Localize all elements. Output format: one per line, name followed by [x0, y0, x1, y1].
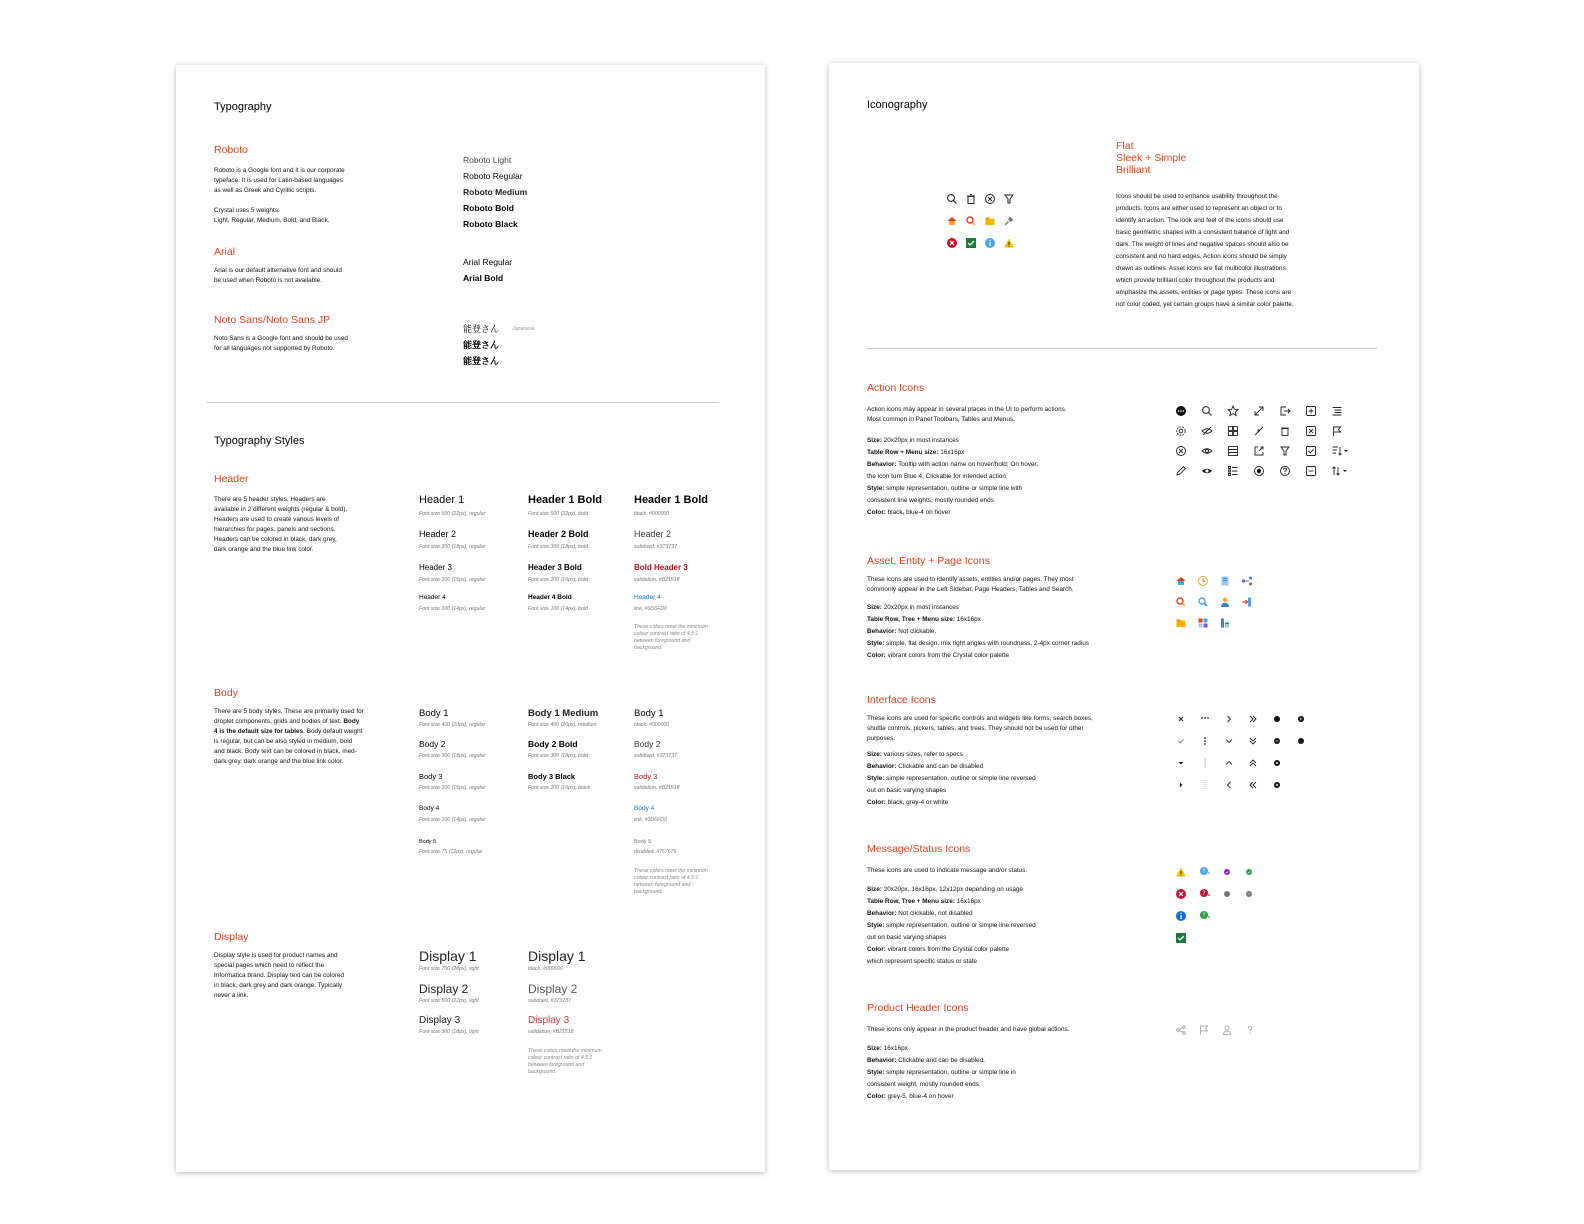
warning-icon: [1175, 866, 1187, 878]
spec-header-4: Font size 100 (14px), regular: [419, 606, 486, 612]
status-icons-specs: Size: 20x20px, 16x16px, 12x12px depending on usage Table Row, Tree + Menu size: 16x16px Behavior: Not clickable, not disabled Style: simple representation, outline or simple line reversed out on basic varying shapes Color: vibrant colors from the Crystal color palette which represent specific status or state: [867, 886, 1036, 965]
color-spec-body-3: validation, #B21518: [634, 785, 680, 791]
success-purple-icon: [1221, 866, 1233, 878]
user-asset-icon: [1219, 596, 1231, 608]
sample-body-1: Body 1: [419, 708, 449, 719]
iconography-page: [829, 63, 1419, 1170]
product-header-icons-intro: These icons only appear in the product header and have global actions.: [867, 1026, 1070, 1033]
explore-asset-icon: [1197, 596, 1209, 608]
edit-icon[interactable]: [1175, 465, 1187, 477]
asset-icons-specs: Size: 20x20px in most instances Table Row, Tree + Menu size: 16x16px Behavior: Not clickable. Style: simple, flat design, mix right angles with roundness, 2-4px corner radius Color: vibrant colors from the Crystal color palette: [867, 604, 1090, 659]
spec-body-2: Font size 300 (18px), regular: [419, 753, 486, 759]
double-chevron-down-icon[interactable]: [1247, 735, 1259, 747]
sample-display-2: Display 2: [419, 982, 469, 996]
lineage-asset-icon: [1241, 575, 1253, 587]
sample-header-1-bold: Header 1 Bold: [528, 494, 602, 506]
font-arial-title: Arial: [214, 246, 236, 258]
delete-icon: [965, 193, 977, 205]
color-body-5: Body 5: [634, 839, 652, 845]
spec-body-1: Font size 400 (20px), regular: [419, 722, 486, 728]
flag-icon[interactable]: [1331, 425, 1343, 437]
table-icon[interactable]: [1227, 445, 1239, 457]
divider: [867, 348, 1377, 349]
sample-header-1: Header 1: [419, 494, 465, 506]
spec-header-2: Font size 300 (18px), regular: [419, 544, 486, 550]
noto-note: Japanese: [512, 326, 535, 332]
settings-icon[interactable]: [1175, 425, 1187, 437]
recent-asset-icon: [1197, 575, 1209, 587]
double-chevron-up-icon[interactable]: [1247, 757, 1259, 769]
view-icon[interactable]: [1201, 445, 1213, 457]
sample-body-3-black: Body 3 Black: [528, 772, 576, 781]
add-box-icon[interactable]: [1305, 405, 1317, 417]
color-spec-header-4: link, #0D6FD0: [634, 606, 667, 612]
share-icon[interactable]: [1175, 1024, 1187, 1036]
success-green-icon: [1243, 866, 1255, 878]
info-small-icon: [1271, 713, 1283, 725]
body-section-desc: There are 5 body styles. These are primarily used for droplet components, grids and bodies of text. Body 4 is the default size for tables. Body default weight is regular, but can be also styled in medium, bold and black. Body text can be colored in black, med-dark grey, dark orange and the blue link color.: [214, 708, 364, 765]
spec-body-3-black: Font size 200 (16px), black: [528, 785, 591, 791]
spec-header-1: Font size 500 (22px), regular: [419, 511, 486, 517]
interface-icons-title: Interface Icons: [867, 694, 936, 706]
document-asset-icon: [1219, 575, 1231, 587]
header-section-desc: There are 5 header styles. Headers are available in 2 different weights (regular & bold). Headers are used to create various levels of hierarchies for pages, panels and sections. Headers can be colored in black, dark grey, dark orange and the blue link color.: [214, 496, 348, 553]
color-header-4: Header 4: [634, 594, 661, 601]
font-noto-title: Noto Sans/Noto Sans JP: [214, 314, 331, 326]
spec-body-2-bold: Font size 300 (18px), bold: [528, 753, 588, 759]
close-circle-icon: [984, 193, 996, 205]
spec-header-1-bold: Font size 500 (22px), bold: [528, 511, 588, 517]
spec-header-2-bold: Font size 300 (18px), bold: [528, 544, 588, 550]
trash-icon[interactable]: [1279, 425, 1291, 437]
color-body-1: Body 1: [634, 708, 664, 719]
more-icon[interactable]: [1175, 405, 1187, 417]
color-spec-header-1: black, #000000: [634, 511, 670, 517]
divider: [207, 402, 718, 403]
info-icon: [1175, 910, 1187, 922]
iconography-desc: Icons should be used to enhance usability throughout the products. Icons are either used to represent an object or to identify an action. The look and feel of the icons should use basic geometric shapes with a consistent balance of light and dark. The weight of lines and negative spaces should also be consistent and no hard edges. Action icons should be simply drawn as outlines. Asset icons are flat multicolor illustrations which provide brilliant color throughout the products and emphasize the assets, entities or page types. These icons are not color coded, yet certain groups have a similar color palette.: [1116, 193, 1294, 308]
info-grey-icon: [1221, 888, 1233, 900]
star-icon[interactable]: [1227, 405, 1239, 417]
close-box-icon[interactable]: [1305, 425, 1317, 437]
warning-status-icon: [1003, 237, 1015, 249]
sample-header-2: Header 2: [419, 529, 457, 539]
info-status-icon: [984, 237, 996, 249]
vertical-ellipsis-icon[interactable]: [1199, 735, 1211, 747]
sample-body-3: Body 3: [419, 772, 443, 781]
svg-text:?: ?: [1202, 912, 1206, 919]
filter-icon: [1003, 193, 1015, 205]
color-body-3: Body 3: [634, 772, 658, 781]
iconography-title: Iconography: [867, 99, 928, 111]
expand-icon[interactable]: [1253, 405, 1265, 417]
typography-page: [176, 65, 765, 1172]
close-icon[interactable]: [1175, 713, 1187, 725]
status-icons-intro: These icons are used to indicate message and/or status.: [867, 867, 1028, 874]
sample-body-1-medium: Body 1 Medium: [528, 708, 599, 719]
spec-display-1: Font size 700 (28px), light: [419, 966, 479, 972]
chevron-left-icon[interactable]: [1223, 779, 1235, 791]
ellipsis-icon[interactable]: [1199, 713, 1211, 725]
typography-title: Typography: [214, 101, 272, 113]
chevron-right-icon[interactable]: [1223, 713, 1235, 725]
action-icons-specs: Size: 20x20px in most instances Table Row + Menu size: 16x16px Behavior: Tooltip with action name on hover/hold; On hover, the icon turn Blue 4; Clickable for intended action. Style: simple representation, outline or simple line with consistent line weights, mostly rounded ends Color: black, blue-4 on hover: [867, 437, 1039, 516]
checked-status-icon: [965, 237, 977, 249]
caret-right-icon[interactable]: [1175, 779, 1187, 791]
search-icon[interactable]: [1201, 405, 1213, 417]
color-header-2: Header 2: [634, 529, 672, 539]
checklist-icon[interactable]: [1227, 465, 1239, 477]
sample-body-4: Body 4: [419, 805, 440, 812]
arial-weights: Arial Regular Arial Bold: [463, 257, 513, 283]
font-roboto-desc: Roboto is a Google font and it is our corporate typeface. It is used for Latin-based languages as well as Greek and Cyrillic scripts. Crystal uses 5 weights: Light, Regular, Medium, Bold, and Black.: [214, 167, 345, 224]
spec-header-3-bold: Font size 200 (16px), bold: [528, 577, 588, 583]
help-small-icon[interactable]: [1295, 735, 1307, 747]
spec-body-3: Font size 200 (16px), regular: [419, 785, 486, 791]
spec-body-4: Font size 100 (14px), regular: [419, 817, 486, 823]
question-success-icon: [1199, 910, 1211, 922]
double-chevron-left-icon[interactable]: [1247, 779, 1259, 791]
spec-body-5: Font size 75 (12px), regular: [419, 849, 483, 855]
help-icon[interactable]: [1279, 465, 1291, 477]
color-spec-body-2: subdued, #373737: [634, 753, 677, 759]
color-spec-header-3: validation, #B21518: [634, 577, 680, 583]
checked-icon: [1175, 932, 1187, 944]
action-icons-intro: Action icons may appear in several places in the UI to perform actions. Most common in Panel Toolbars, Tables and Menus.: [867, 406, 1067, 423]
view-filled-icon[interactable]: [1201, 465, 1213, 477]
color-display-1: Display 1: [528, 948, 586, 964]
product-header-icons-specs: Size: 16x16px Behavior: Clickable and can be disabled. Style: simple representation, outline or simple line in consistent weight, mostly rounded ends Color: grey-5, blue-4 on hover: [867, 1045, 1016, 1100]
error-status-icon: [946, 237, 958, 249]
workflow-asset-icon: [1197, 617, 1209, 629]
drag-handle-icon[interactable]: [1199, 779, 1211, 791]
asset-icons-intro: These icons are used to identify assets, entities and/or pages. They most commonly appear in the Left Sidebar, Page Headers, Tables and Search.: [867, 576, 1074, 593]
report-asset-icon: [1219, 617, 1231, 629]
remove-box-icon[interactable]: [1305, 465, 1317, 477]
color-display-2: Display 2: [528, 982, 578, 996]
check-icon[interactable]: [1175, 735, 1187, 747]
sample-body-5: Body 5: [419, 839, 437, 845]
interface-icons-specs: Size: various sizes, refer to specs Behavior: Clickable and can be disabled Style: simple representation, outline or simple line reversed out on basic varying shapes Color: black, grey-4 or white: [867, 751, 1036, 806]
checkbox-icon[interactable]: [1305, 445, 1317, 457]
font-arial-desc: Arial is our default alternative font and should be used when Roboto is not available.: [214, 267, 342, 284]
close-circle-small-icon[interactable]: [1271, 757, 1283, 769]
sort-icon[interactable]: [1331, 465, 1349, 477]
roboto-weights: Roboto Light Roboto Regular Roboto Medium Roboto Bold Roboto Black: [463, 155, 528, 229]
list-icon[interactable]: [1331, 405, 1343, 417]
font-noto-desc: Noto Sans is a Google font and should be used for all languages not supported by Roboto.: [214, 335, 348, 352]
sample-header-3: Header 3: [419, 563, 452, 572]
hide-icon[interactable]: [1201, 425, 1213, 437]
action-icons-title: Action Icons: [867, 382, 925, 394]
sample-body-2: Body 2: [419, 739, 446, 749]
spec-display-3: Font size 300 (18px), light: [419, 1029, 479, 1035]
open-external-icon[interactable]: [1253, 445, 1265, 457]
product-header-icons-title: Product Header Icons: [867, 1002, 969, 1014]
sample-header-4: Header 4: [419, 594, 446, 601]
display-section-desc: Display style is used for product names and special pages which need to reflect the Informatica brand. Display text can be colored in black, dark grey and dark orange. Typically never a link.: [214, 952, 345, 999]
sample-header-4-bold: Header 4 Bold: [528, 594, 572, 601]
folder-asset-icon: [1175, 617, 1187, 629]
user-icon[interactable]: [1221, 1024, 1233, 1036]
collapse-icon[interactable]: [1253, 425, 1265, 437]
minus-circle-small-icon[interactable]: [1271, 735, 1283, 747]
svg-text:?: ?: [1202, 868, 1206, 875]
home-asset-icon: [946, 215, 958, 227]
body-contrast-note: These colors meet the minimum colour contrast ratio of 4.5:1 between foreground and background.: [634, 868, 708, 895]
header-section-title: Header: [214, 473, 249, 485]
sample-header-2-bold: Header 2 Bold: [528, 529, 589, 539]
pin-asset-icon: [1003, 215, 1015, 227]
status-icons-title: Message/Status Icons: [867, 843, 971, 855]
question-info-icon: [1199, 866, 1211, 878]
body-section-title: Body: [214, 687, 238, 699]
home-asset-icon: [1175, 575, 1187, 587]
question-error-icon: [1199, 888, 1211, 900]
color-spec-display-2: subdued, #373737: [528, 998, 571, 1004]
arrow-right-circle-icon[interactable]: [1295, 713, 1307, 725]
spec-body-1-medium: Font size 400 (20px), medium: [528, 722, 597, 728]
header-contrast-note: These colors meet the minimum colour contrast ratio of 4.5:1 between foreground and background.: [634, 624, 708, 651]
flag-icon[interactable]: [1198, 1024, 1210, 1036]
font-roboto-title: Roboto: [214, 144, 248, 156]
asset-icons-title: Asset, Entity + Page Icons: [867, 555, 990, 567]
filter-icon[interactable]: [1279, 445, 1291, 457]
sort-descending-icon[interactable]: [1331, 445, 1349, 457]
search-icon: [946, 193, 958, 205]
sample-header-3-bold: Header 3 Bold: [528, 563, 582, 572]
color-spec-header-2: subdued, #373737: [634, 544, 677, 550]
chevron-down-icon[interactable]: [1223, 735, 1235, 747]
minus-grey-icon: [1243, 888, 1255, 900]
sample-display-1: Display 1: [419, 948, 477, 964]
noto-samples: 能登さん 能登さん 能登さん: [463, 324, 500, 366]
spec-header-3: Font size 200 (16px), regular: [419, 577, 486, 583]
vertical-divider-icon: [1199, 757, 1211, 769]
close-circle-icon[interactable]: [1175, 445, 1187, 457]
search-asset-icon: [965, 215, 977, 227]
color-body-4: Body 4: [634, 805, 655, 812]
display-section-title: Display: [214, 931, 249, 943]
export-icon[interactable]: [1279, 405, 1291, 417]
color-header-1: Header 1 Bold: [634, 494, 708, 506]
svg-text:?: ?: [1202, 890, 1206, 897]
color-spec-display-1: black, #000000: [528, 966, 564, 972]
color-spec-display-3: validation, #B21518: [528, 1029, 574, 1035]
iconography-tagline: Flat Sleek + Simple Brilliant: [1116, 140, 1187, 176]
clear-small-icon[interactable]: [1271, 779, 1283, 791]
login-asset-icon: [1241, 596, 1253, 608]
error-icon: [1175, 888, 1187, 900]
search-asset-icon: [1175, 596, 1187, 608]
typography-styles-title: Typography Styles: [214, 435, 305, 447]
color-spec-body-5: disabled, #767676: [634, 849, 677, 855]
help-icon[interactable]: [1244, 1024, 1256, 1036]
caret-down-icon[interactable]: [1175, 757, 1187, 769]
color-body-2: Body 2: [634, 739, 661, 749]
spec-header-4-bold: Font size 100 (14px), bold: [528, 606, 588, 612]
color-spec-body-1: black, #000000: [634, 722, 670, 728]
color-display-3: Display 3: [528, 1015, 570, 1026]
double-chevron-right-icon[interactable]: [1247, 713, 1259, 725]
color-header-3: Bold Header 3: [634, 563, 688, 572]
color-spec-body-4: link, #0D6FD0: [634, 817, 667, 823]
folder-asset-icon: [984, 215, 996, 227]
grid-view-icon[interactable]: [1227, 425, 1239, 437]
sample-display-3: Display 3: [419, 1015, 461, 1026]
interface-icons-intro: These icons are used for specific controls and widgets like forms, search boxes, shuttle controls, pickers, tables, and trees. They should not be used for other purposes.: [867, 715, 1093, 742]
sample-body-2-bold: Body 2 Bold: [528, 739, 578, 749]
display-contrast-note: These colors meet the minimum colour contrast ratio of 4.5:1 between foreground and background.: [528, 1048, 602, 1075]
spec-display-2: Font size 500 (22px), light: [419, 998, 479, 1004]
chevron-up-icon[interactable]: [1223, 757, 1235, 769]
record-icon[interactable]: [1253, 465, 1265, 477]
